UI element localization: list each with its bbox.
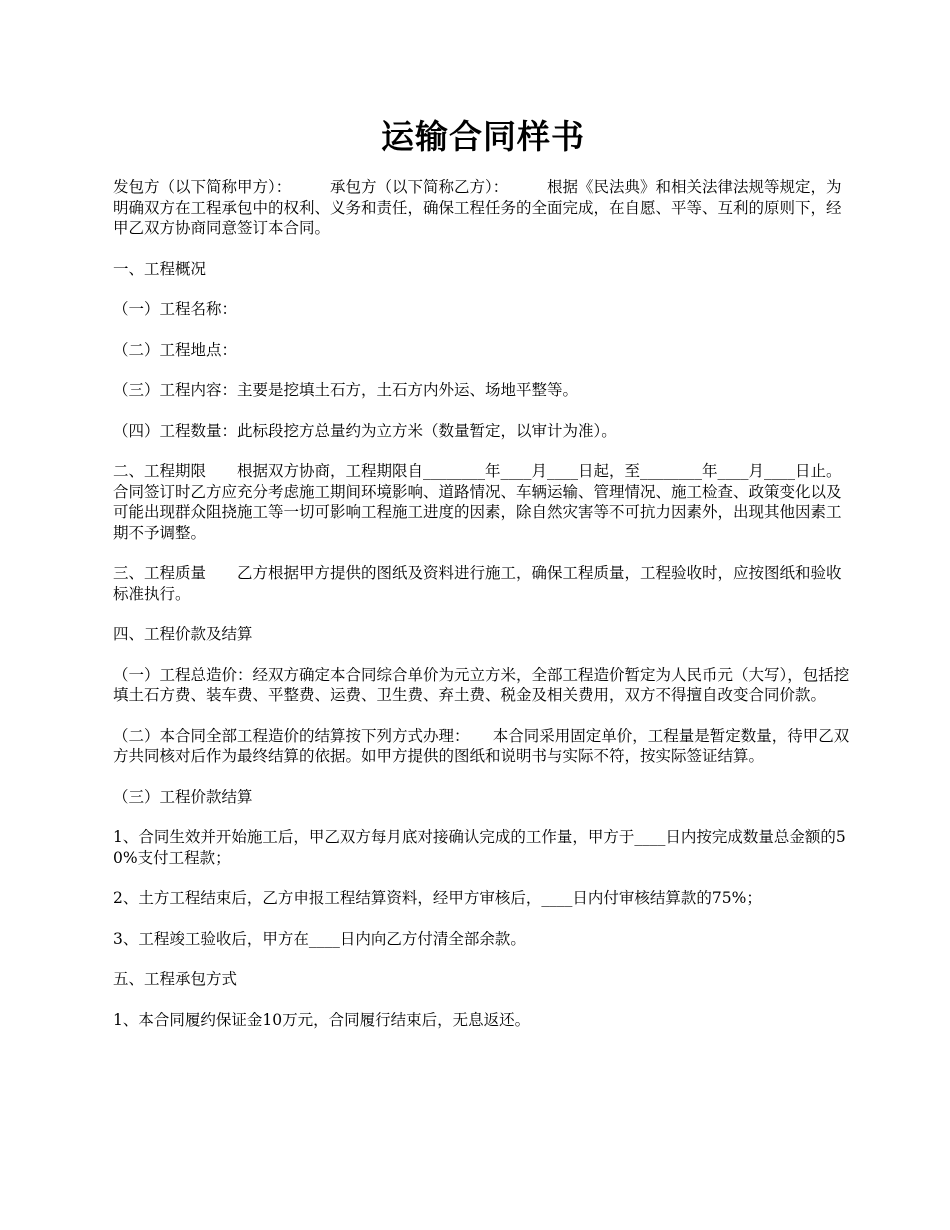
clause-heading-payment-settlement: （三）工程价款结算: [113, 787, 253, 806]
intro-paragraph: 发包方（以下简称甲方）： 承包方（以下简称乙方）： 根据《民法典》和相关法律法规等规定，为明确双方在工程承包中的权利、义务和责任，确保工程任务的全面完成，在自愿、平等、互利的原则下，经甲乙双方协商同意签订本合同。: [113, 178, 842, 237]
section-heading-project-overview: 一、工程概况: [113, 259, 207, 278]
payment-item-1: 1、合同生效并开始施工后，甲乙双方每月底对接确认完成的工作量，甲方于____日内按完成数量总金额的50%支付工程款；: [113, 828, 846, 867]
clause-settlement-method: （二）本合同全部工程造价的结算按下列方式办理： 本合同采用固定单价，工程量是暂定数量，待甲乙双方共同核对后作为最终结算的依据。如甲方提供的图纸和说明书与实际不符，按实际签证结算。: [113, 726, 850, 765]
clause-project-quantity: （四）工程数量：此标段挖方总量约为立方米（数量暂定，以审计为准）。: [113, 421, 617, 440]
section-heading-price-settlement: 四、工程价款及结算: [113, 625, 253, 643]
clause-project-name: （一）工程名称：: [113, 300, 238, 318]
clause-project-location: （二）工程地点：: [113, 340, 238, 359]
section-project-quality: 三、工程质量 乙方根据甲方提供的图纸及资料进行施工，确保工程质量，工程验收时，应按图纸和验收标准执行。: [113, 564, 842, 603]
section-heading-contract-method: 五、工程承包方式: [113, 970, 238, 988]
payment-item-2: 2、土方工程结束后，乙方申报工程结算资料，经甲方审核后，____日内付审核结算款的75%；: [113, 889, 762, 907]
clause-project-content: （三）工程内容：主要是挖填土石方，土石方内外运、场地平整等。: [113, 381, 579, 399]
document-page: [113, 113, 865, 1050]
payment-item-3: 3、工程竣工验收后，甲方在____日内向乙方付清全部余款。: [113, 929, 526, 948]
document-title: 运输合同样书: [381, 117, 585, 156]
contract-method-item-1: 1、本合同履约保证金10万元，合同履行结束后，无息返还。: [113, 1010, 531, 1029]
clause-total-cost: （一）工程总造价：经双方确定本合同综合单价为元立方米，全部工程造价暂定为人民币元（大写），包括挖填土石方费、装车费、平整费、运费、卫生费、弃土费、税金及相关费用，双方不得擅自改变合同价款。: [113, 665, 850, 704]
section-project-period: 二、工程期限 根据双方协商，工程期限自________年____月____日起，至________年____月____日止。 合同签订时乙方应充分考虑施工期间环境影响、道路情况、车辆运输、管理情况、施工检查、政策变化以及可能出现群众阻挠施工等一切可影响工程施工进度的因素，除自然灾害等不可抗力因素外，出现其他因素工期不予调整。: [113, 462, 865, 542]
